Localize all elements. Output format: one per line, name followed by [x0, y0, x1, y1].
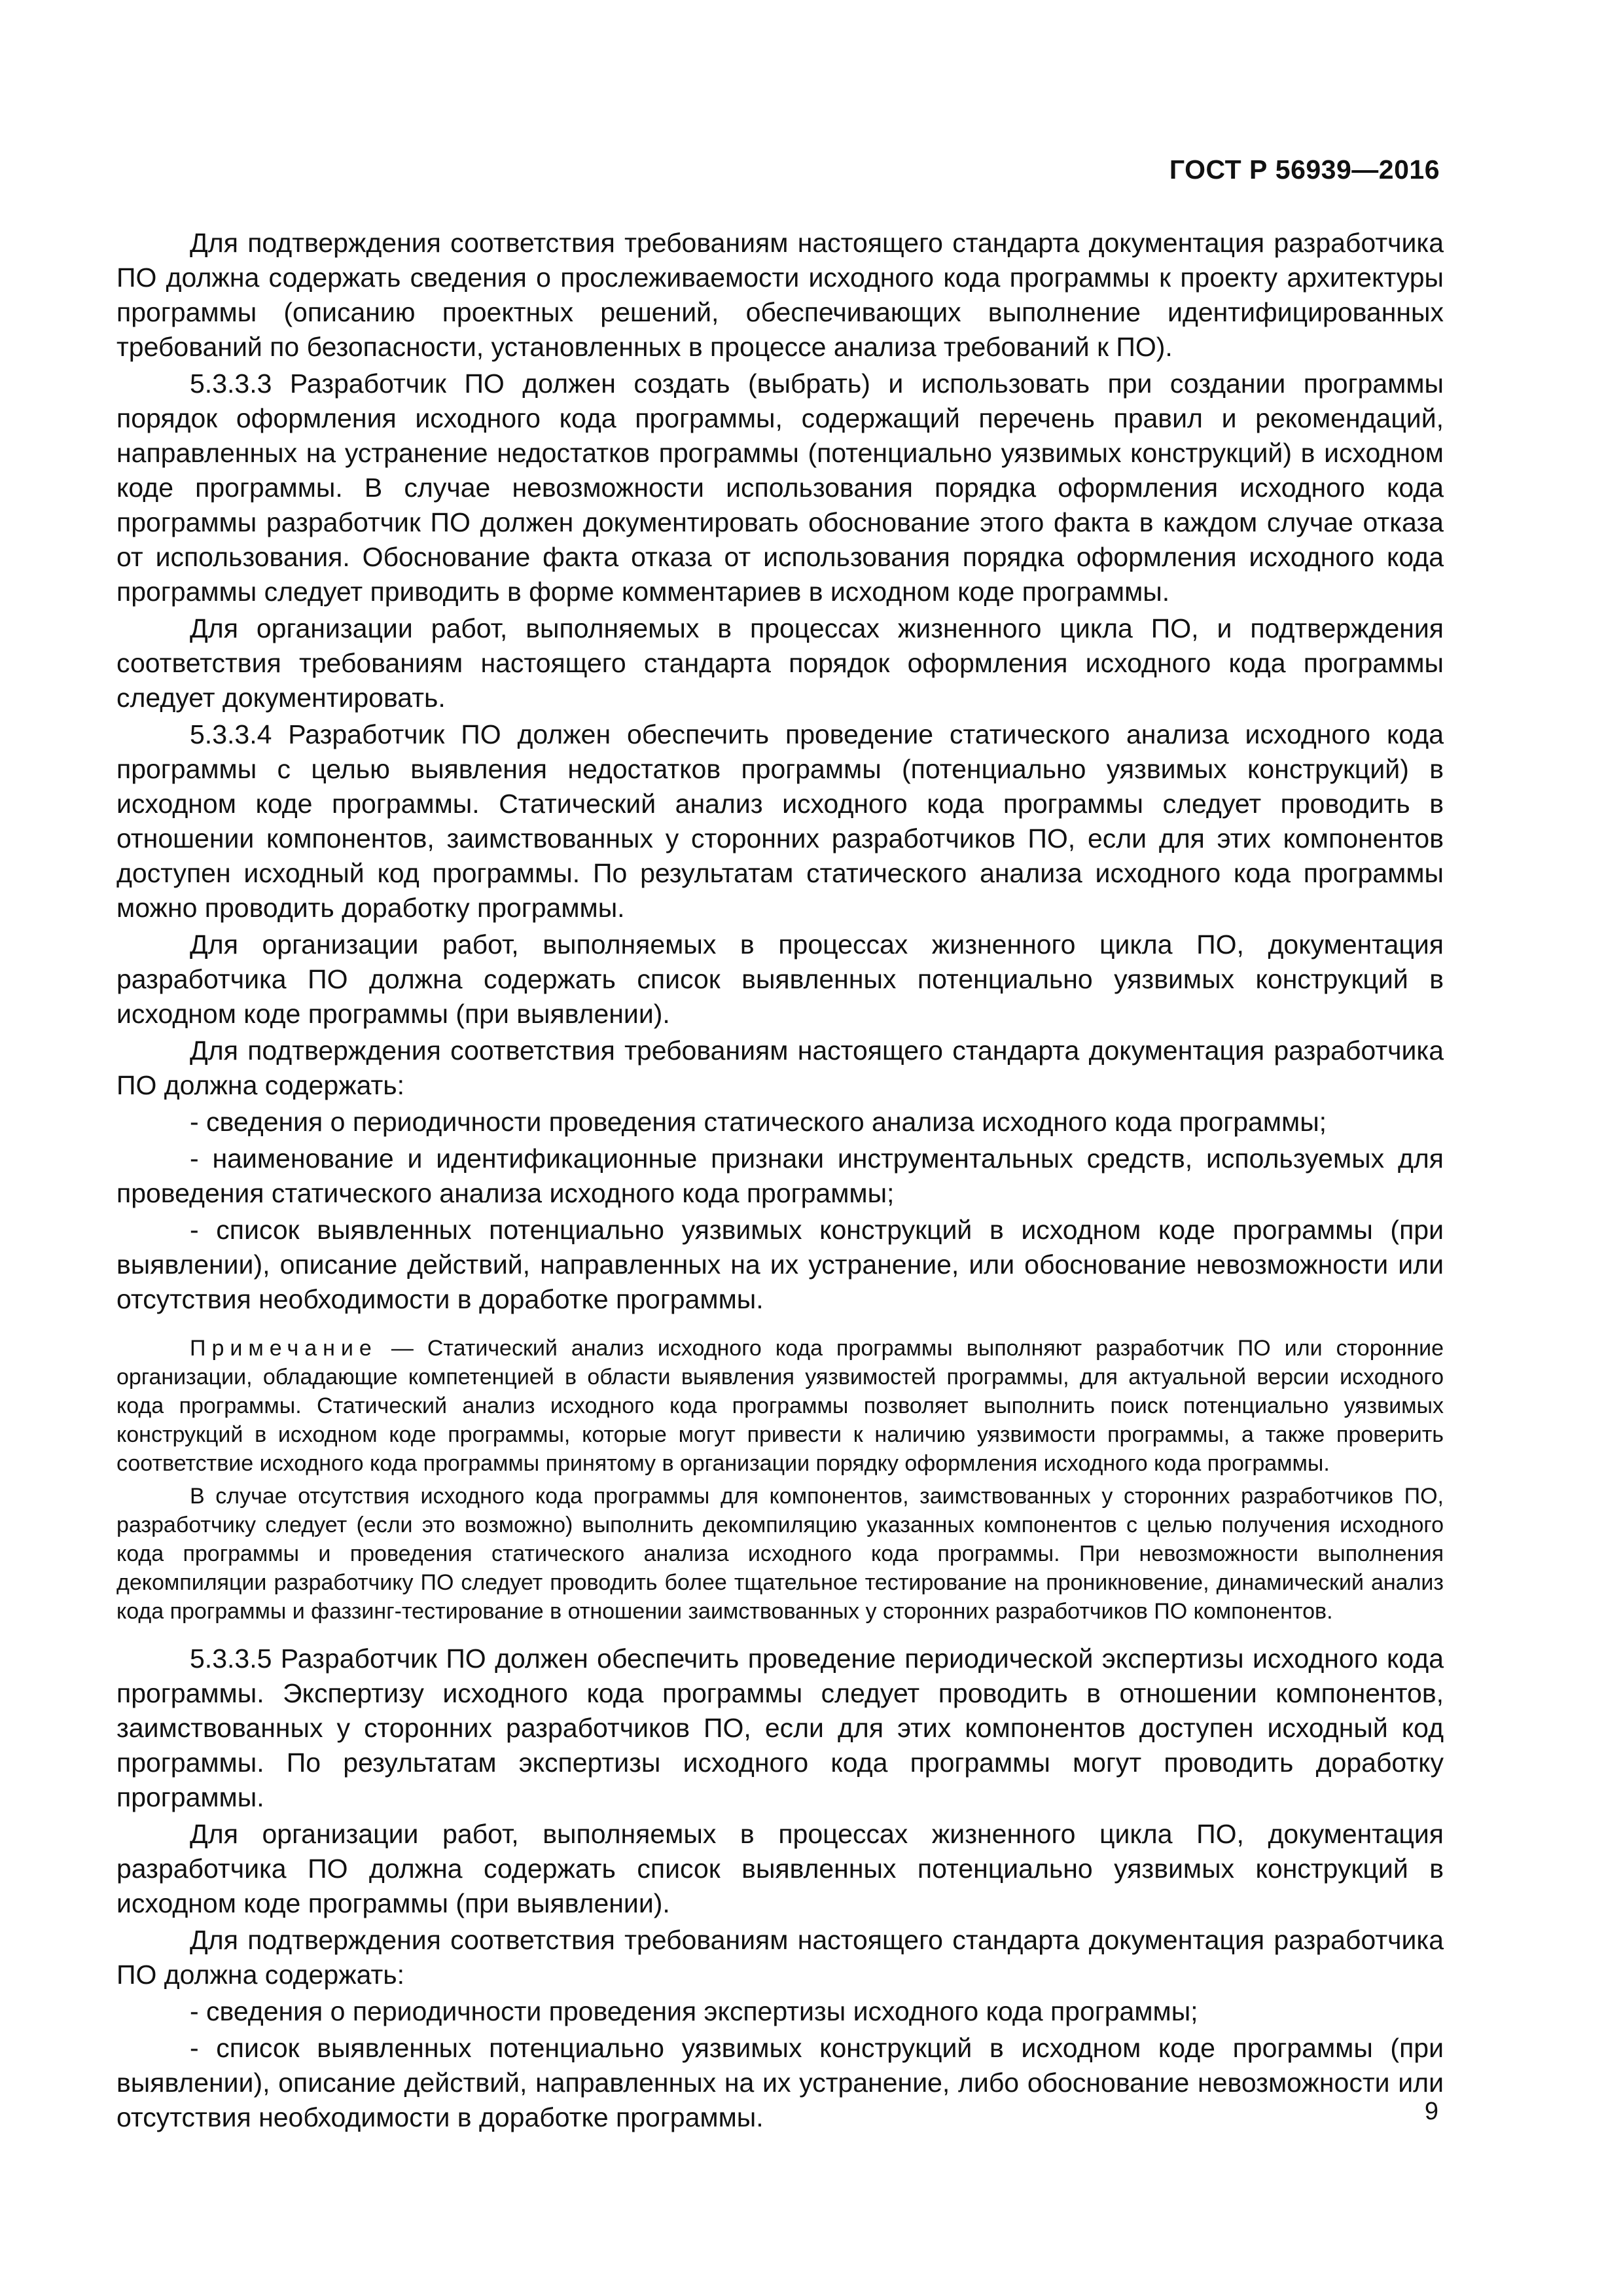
list-item: - сведения о периодичности проведения статического анализа исходного кода программы; [190, 1107, 1327, 1137]
note-text: Статический анализ исходного кода программы выполняют разработчик ПО или сторонние организации, обладающие компетенцией в области выявления уязвимостей программы, для актуальной версии исходного кода программы. Статический анализ исходного кода программы позволяет выполнить поиск потенциально уязвимых конструкций в исходном коде программы, которые могут привести к наличию уязвимости программы, а также проверить соответствие исходного кода программы принятому в организации порядку оформления исходного кода программы. [116, 1336, 1444, 1476]
clause-5-3-3-5: 5.3.3.5 Разработчик ПО должен обеспечить проведение периодической экспертизы исходного кода программы. Экспертизу исходного кода программы следует проводить в отношении компонентов, заимствованных у сторонних разработчиков ПО, если для этих компонентов доступен исходный код программы. По результатам экспертизы исходного кода программы могут проводить доработку программы. [116, 1643, 1444, 1812]
page-number: 9 [1424, 2098, 1438, 2125]
note-label: Примечание [190, 1336, 378, 1361]
list-item: - наименование и идентификационные признаки инструментальных средств, используемых для проведения статического анализа исходного кода программы; [116, 1143, 1444, 1208]
note-paragraph: В случае отсутствия исходного кода программы для компонентов, заимствованных у сторонних разработчиков ПО, разработчику следует (если это возможно) выполнить декомпиляцию указанных компонентов с целью получения исходного кода программы и проведения статического анализа исходного кода программы. При невозможности выполнения декомпиляции разработчику ПО следует проводить более тщательное тестирование на проникновение, динамический анализ кода программы и фаззинг-тестирование в отношении заимствованных у сторонних разработчиков ПО компонентов. [116, 1484, 1444, 1624]
clause-5-3-3-3: 5.3.3.3 Разработчик ПО должен создать (выбрать) и использовать при создании программы порядок оформления исходного кода программы, содержащий перечень правил и рекомендаций, направленных на устранение недостатков программы (потенциально уязвимых конструкций) в исходном коде программы. В случае невозможности использования порядка оформления исходного кода программы разработчик ПО должен документировать обоснование этого факта в каждом случае отказа от использования. Обоснование факта отказа от использования порядка оформления исходного кода программы следует приводить в форме комментариев в исходном коде программы. [116, 368, 1444, 607]
document-designation: ГОСТ Р 56939—2016 [1169, 154, 1440, 185]
list-item: - сведения о периодичности проведения экспертизы исходного кода программы; [190, 1996, 1198, 2026]
note-dash: — [377, 1336, 427, 1361]
list-item: - список выявленных потенциально уязвимых конструкций в исходном коде программы (при выявлении), описание действий, направленных на их устранение, либо обоснование невозможности или отсутствия необходимости в доработке программы. [116, 2033, 1444, 2132]
paragraph: Для организации работ, выполняемых в процессах жизненного цикла ПО, документация разработчика ПО должна содержать список выявленных потенциально уязвимых конструкций в исходном коде программы (при выявлении). [116, 1819, 1444, 1918]
paragraph: Для подтверждения соответствия требованиям настоящего стандарта документация разработчика ПО должна содержать: [116, 1035, 1444, 1100]
paragraph: Для организации работ, выполняемых в процессах жизненного цикла ПО, и подтверждения соответствия требованиям настоящего стандарта порядок оформления исходного кода программы следует документировать. [116, 613, 1444, 713]
list-item: - список выявленных потенциально уязвимых конструкций в исходном коде программы (при выявлении), описание действий, направленных на их устранение, или обоснование невозможности или отсутствия необходимости в доработке программы. [116, 1215, 1444, 1314]
note-block [116, 1334, 1444, 1626]
paragraph: Для подтверждения соответствия требованиям настоящего стандарта документация разработчика ПО должна содержать: [116, 1925, 1444, 1990]
clause-5-3-3-4: 5.3.3.4 Разработчик ПО должен обеспечить проведение статического анализа исходного кода программы с целью выявления недостатков программы (потенциально уязвимых конструкций) в исходном коде программы. Статический анализ исходного кода программы следует проводить в отношении компонентов, заимствованных у сторонних разработчиков ПО, если для этих компонентов доступен исходный код программы. По результатам статического анализа исходного кода программы можно проводить доработку программы. [116, 719, 1444, 923]
paragraph: Для подтверждения соответствия требованиям настоящего стандарта документация разработчика ПО должна содержать сведения о прослеживаемости исходного кода программы к проекту архитектуры программы (описанию проектных решений, обеспечивающих выполнение идентифицированных требований по безопасности, установленных в процессе анализа требований к ПО). [116, 228, 1444, 362]
note-paragraph [116, 1334, 1444, 1478]
document-body [116, 226, 1444, 2135]
paragraph: Для организации работ, выполняемых в процессах жизненного цикла ПО, документация разработчика ПО должна содержать список выявленных потенциально уязвимых конструкций в исходном коде программы (при выявлении). [116, 929, 1444, 1029]
